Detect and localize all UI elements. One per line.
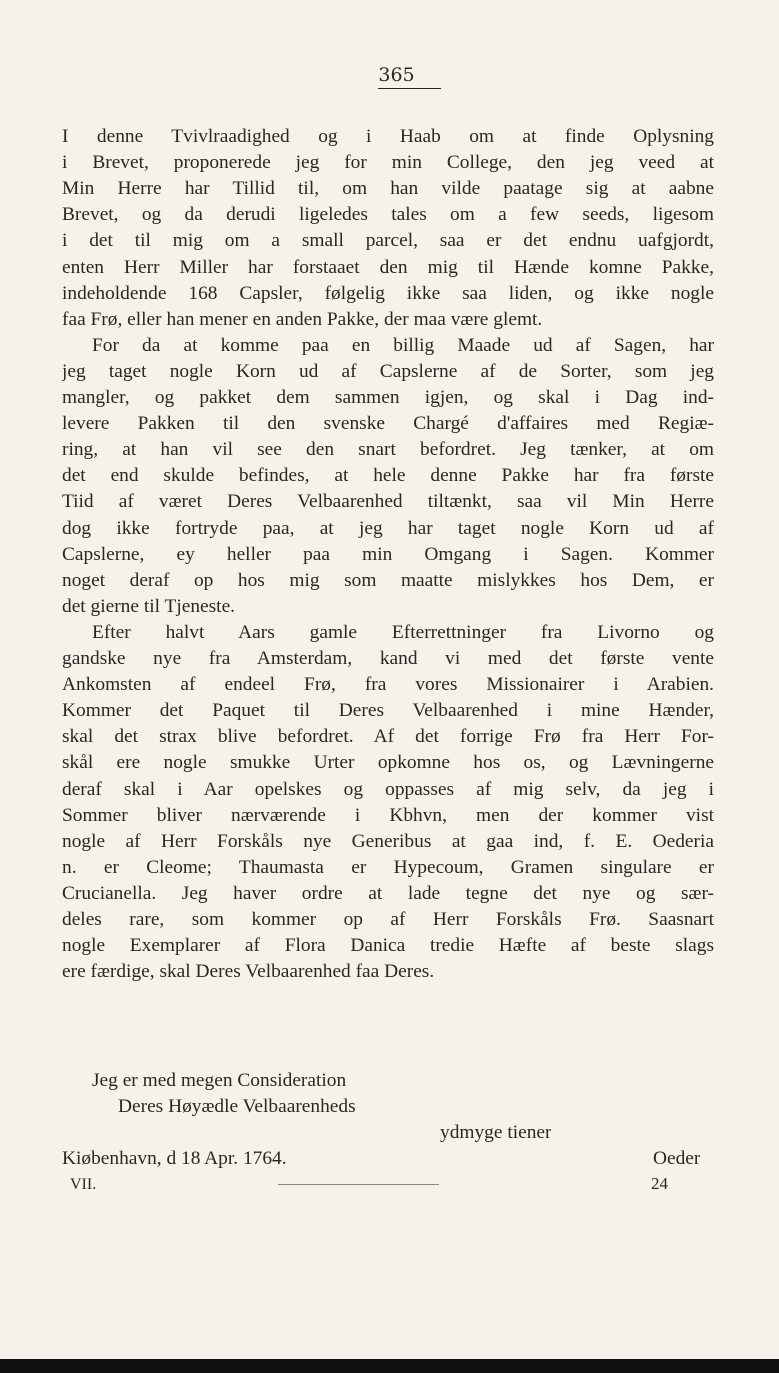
body-line: det gierne til Tjeneste. xyxy=(62,596,236,617)
body-line: Min Herre har Tillid til, om han vilde paatage sig at aabne xyxy=(62,178,714,199)
place-and-date: Kiøbenhavn, d 18 Apr. 1764. xyxy=(62,1148,287,1169)
body-line: Kommer det Paquet til Deres Velbaarenhed i mine Hænder, xyxy=(62,700,714,721)
body-line: dog ikke fortryde paa, at jeg har taget nogle Korn ud af xyxy=(62,518,714,539)
body-line: indeholdende 168 Capsler, følgelig ikke saa liden, og ikke nogle xyxy=(62,283,714,304)
body-line: gandske nye fra Amsterdam, kand vi med det første vente xyxy=(62,648,714,669)
body-line: Capslerne, ey heller paa min Omgang i Sagen. Kommer xyxy=(62,544,714,565)
body-line: enten Herr Miller har forstaaet den mig til Hænde komne Pakke, xyxy=(62,257,714,278)
body-line: For da at komme paa en billig Maade ud af Sagen, har xyxy=(92,335,714,356)
body-line: mangler, og pakket dem sammen igjen, og skal i Dag ind- xyxy=(62,387,714,408)
body-line: ere færdige, skal Deres Velbaarenhed faa Deres. xyxy=(62,961,435,982)
body-line: Ankomsten af endeel Frø, fra vores Missionairer i Arabien. xyxy=(62,674,714,695)
body-line: i det til mig om a small parcel, saa er det endnu uafgjordt, xyxy=(62,230,714,251)
body-line: noget deraf op hos mig som maatte mislykkes hos Dem, er xyxy=(62,570,714,591)
body-line: i Brevet, proponerede jeg for min College, den jeg veed at xyxy=(62,152,714,173)
body-line: ring, at han vil see den snart befordret. Jeg tænker, at om xyxy=(62,439,714,460)
closing-servant: ydmyge tiener xyxy=(440,1122,552,1143)
body-line: deraf skal i Aar opelskes og oppasses af mig selv, da jeg i xyxy=(62,779,714,800)
body-line: skal det strax blive befordret. Af det forrige Frø fra Herr For- xyxy=(62,726,714,747)
body-line: Crucianella. Jeg haver ordre at lade tegne det nye og sær- xyxy=(62,883,714,904)
body-line: nogle Exemplarer af Flora Danica tredie Hæfte af beste slags xyxy=(62,935,714,956)
body-line: skål ere nogle smukke Urter opkomne hos os, og Lævningerne xyxy=(62,752,714,773)
scan-border xyxy=(0,1359,779,1373)
body-line: deles rare, som kommer op af Herr Forskåls Frø. Saasnart xyxy=(62,909,714,930)
closing-addressee: Deres Høyædle Velbaarenheds xyxy=(118,1096,356,1117)
page-number: 365 xyxy=(0,64,779,89)
signature: Oeder xyxy=(653,1148,701,1169)
volume-mark: VII. xyxy=(70,1176,97,1193)
body-line: n. er Cleome; Thaumasta er Hypecoum, Gramen singulare er xyxy=(62,857,714,878)
body-line: faa Frø, eller han mener en anden Pakke, der maa være glemt. xyxy=(62,309,543,330)
body-line: Efter halvt Aars gamle Efterrettninger fra Livorno og xyxy=(92,622,714,643)
body-line: nogle af Herr Forskåls nye Generibus at gaa ind, f. E. Oederia xyxy=(62,831,714,852)
body-line: Sommer bliver nærværende i Kbhvn, men der kommer vist xyxy=(62,805,714,826)
body-line: det end skulde befindes, at hele denne Pakke har fra første xyxy=(62,465,714,486)
closing-consideration: Jeg er med megen Consideration xyxy=(92,1070,347,1091)
body-line: levere Pakken til den svenske Chargé d'affaires med Regiæ- xyxy=(62,413,714,434)
sheet-number: 24 xyxy=(651,1174,668,1193)
body-line: jeg taget nogle Korn ud af Capslerne af de Sorter, som jeg xyxy=(62,361,714,382)
body-line: Brevet, og da derudi ligeledes tales om a few seeds, ligesom xyxy=(62,204,714,225)
body-line: Tiid af været Deres Velbaarenhed tiltænkt, saa vil Min Herre xyxy=(62,491,714,512)
body-line: I denne Tvivlraadighed og i Haab om at finde Oplysning xyxy=(62,126,714,147)
footer-rule xyxy=(278,1184,439,1185)
